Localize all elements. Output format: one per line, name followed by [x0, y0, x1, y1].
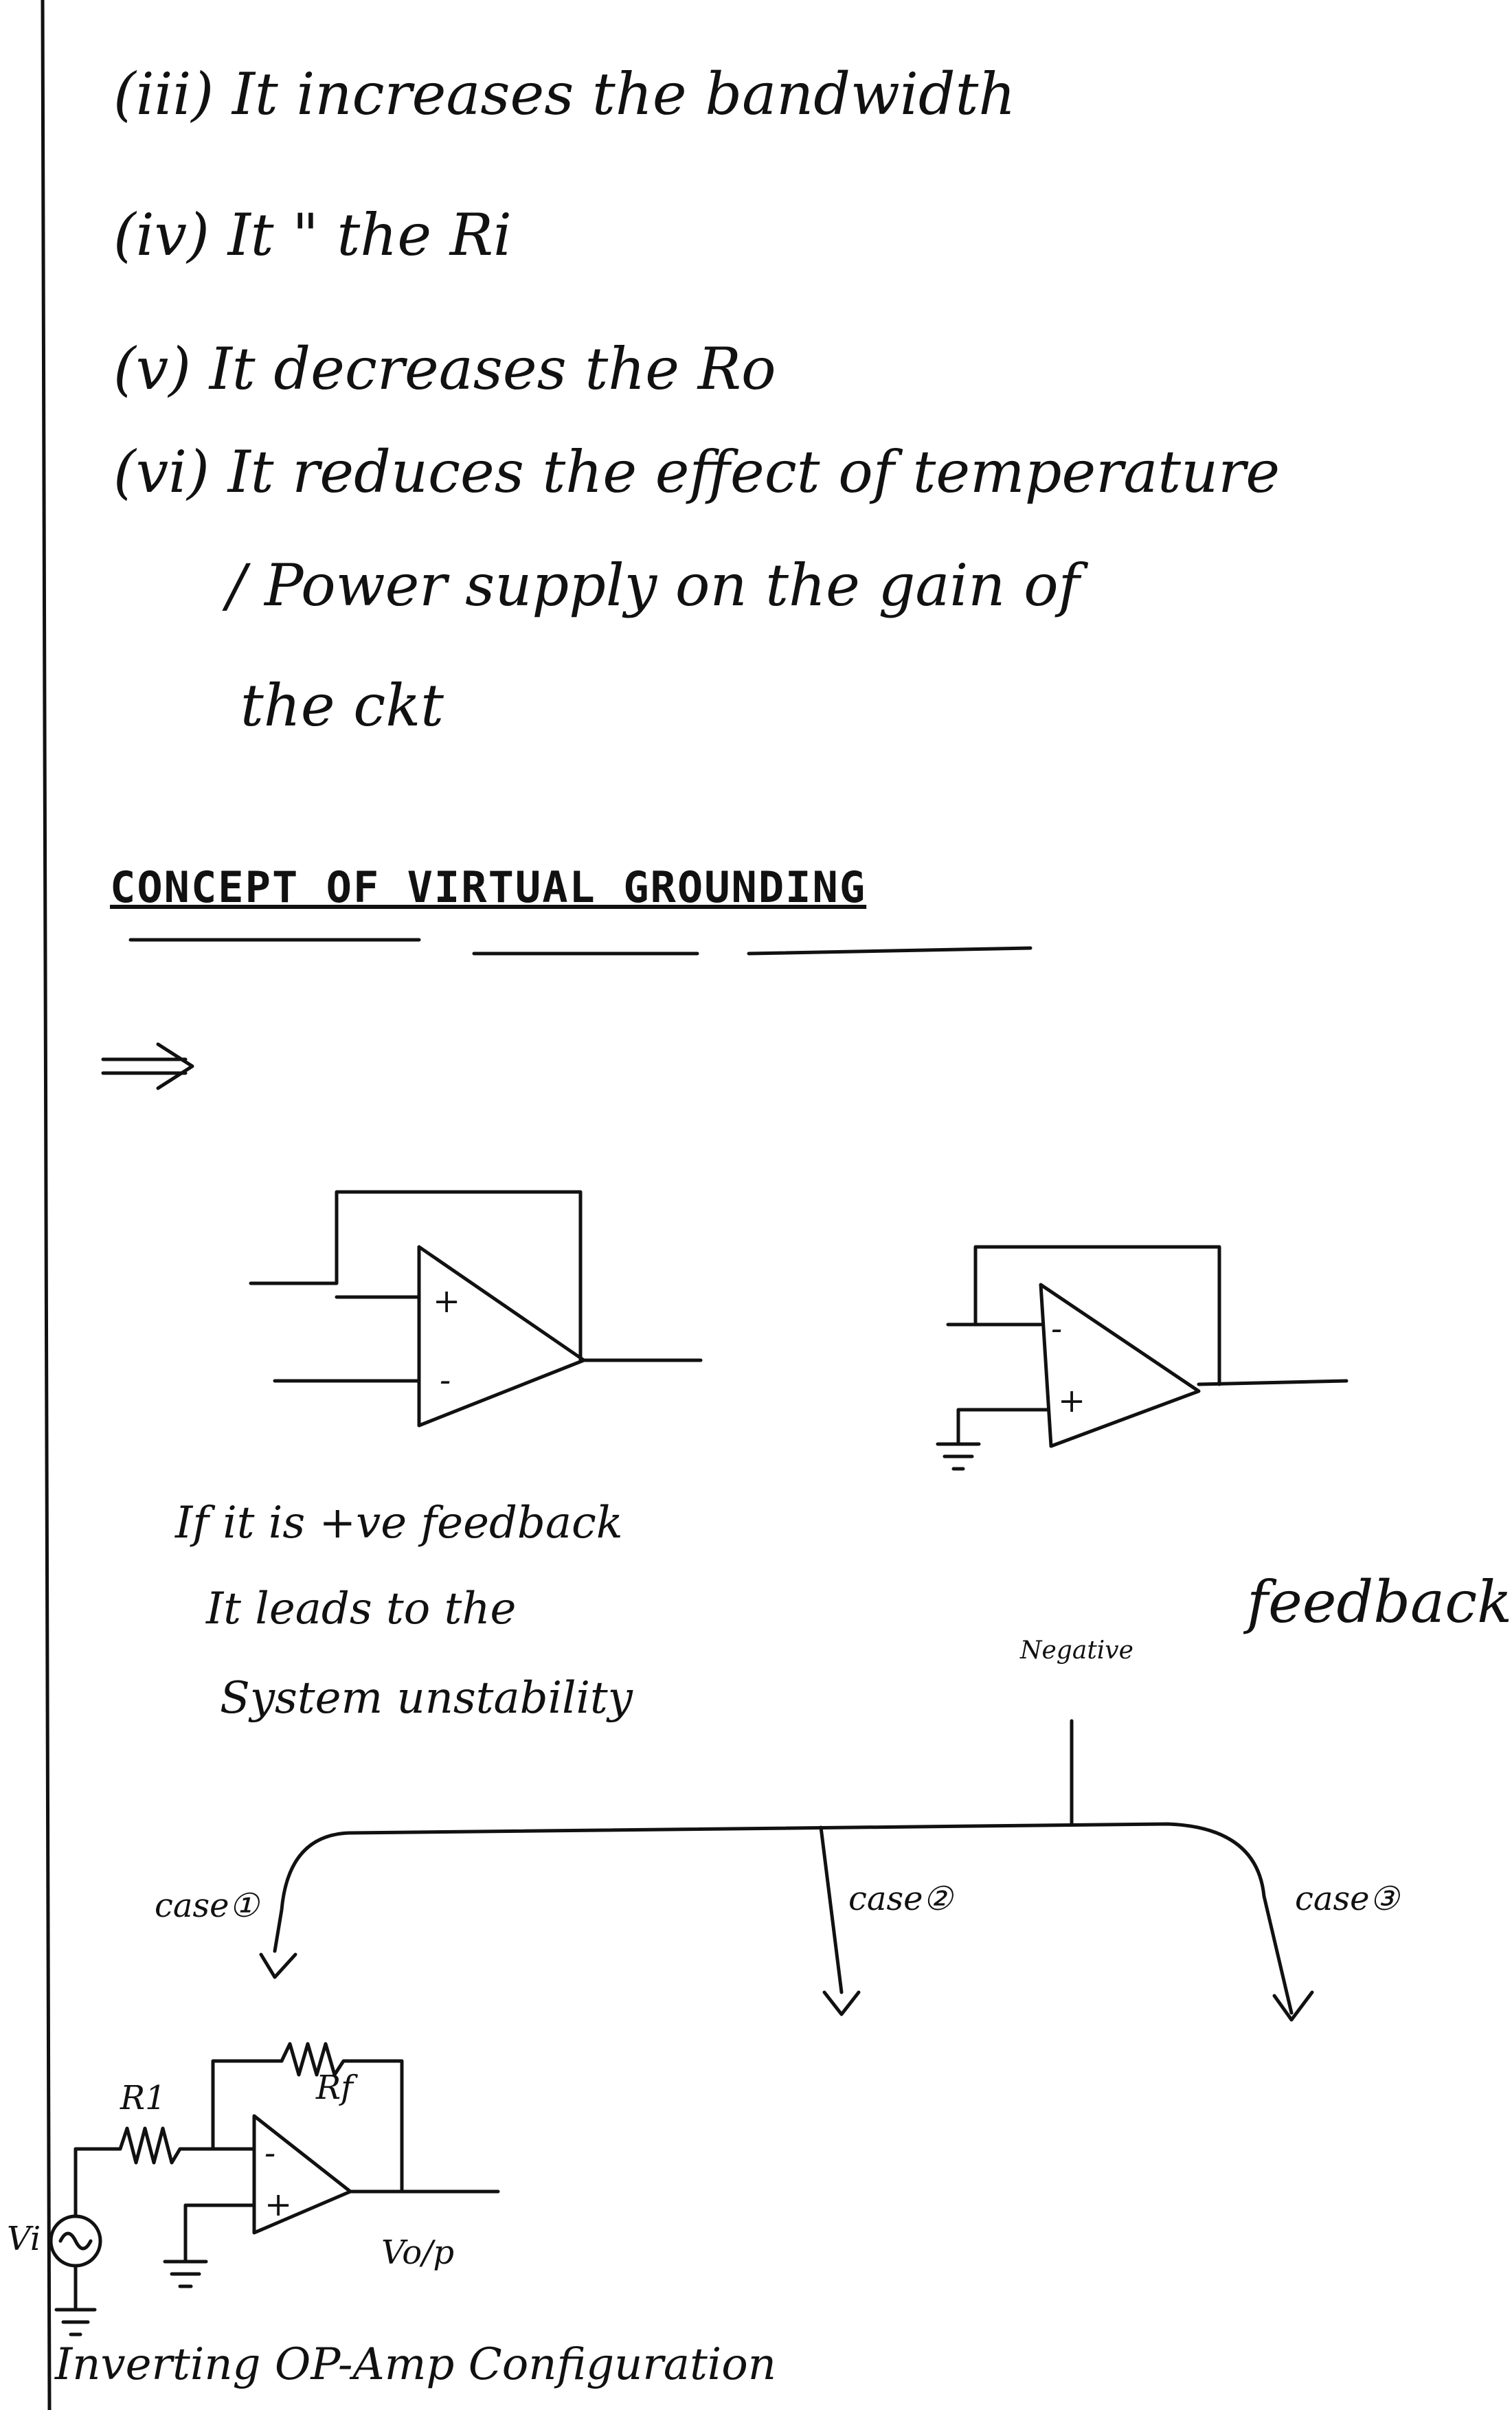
right-ground-symbol — [938, 1444, 979, 1469]
ac-source-wave — [60, 2233, 91, 2249]
case2-line — [821, 1827, 842, 1992]
note-line-2: (iv) It " the Ri — [113, 201, 512, 269]
tree-branch — [275, 1824, 1264, 1951]
implies-arrow — [103, 1044, 192, 1088]
note-line-1: (iii) It increases the bandwidth — [113, 60, 1016, 128]
right-plus-label: + — [1058, 1382, 1086, 1420]
note-line-4: (vi) It reduces the effect of temperature — [113, 438, 1280, 506]
implies-arrow-text: ⟹ — [203, 1038, 250, 1077]
inverting-minus-label: - — [264, 2134, 276, 2172]
r1-label: R1 — [120, 2079, 166, 2117]
case1-arrowhead — [261, 1955, 295, 1977]
r1-resistor — [76, 2128, 254, 2163]
rf-resistor — [282, 2044, 402, 2192]
case3-line — [1264, 1896, 1291, 2013]
source-ground-symbol — [56, 2310, 95, 2334]
inverting-caption: Inverting OP-Amp Configuration — [55, 2339, 776, 2390]
positive-note-line-3: System unstability — [220, 1673, 633, 1724]
left-plus-label: + — [433, 1282, 461, 1320]
section-heading: CONCEPT OF VIRTUAL GROUNDING — [110, 862, 867, 912]
vi-label: Vi — [7, 2220, 41, 2258]
rf-label: Rf — [316, 2069, 353, 2107]
feedback-label: feedback — [1247, 1568, 1512, 1636]
case-1-label: case① — [155, 1887, 259, 1925]
inverting-plus-wire — [185, 2205, 254, 2260]
case-3-label: case③ — [1295, 1880, 1399, 1918]
positive-note-line-1: If it is +ve feedback — [175, 1498, 623, 1549]
note-line-5: / Power supply on the gain of — [227, 552, 1080, 619]
vout-label: Vo/p — [381, 2233, 455, 2272]
right-minus-label: - — [1051, 1309, 1063, 1348]
inverting-ground-symbol — [165, 2262, 206, 2286]
left-feedback-wire — [251, 1192, 580, 1360]
right-opamp-triangle — [1041, 1285, 1199, 1446]
right-plus-wire — [958, 1410, 1048, 1444]
case2-arrowhead — [824, 1992, 859, 2014]
margin-line — [43, 0, 49, 2410]
negative-label: Negative — [1020, 1636, 1133, 1665]
note-line-3: (v) It decreases the Ro — [113, 335, 776, 403]
case-2-label: case② — [848, 1880, 953, 1918]
case3-arrowhead — [1274, 1992, 1312, 2020]
positive-note-line-2: It leads to the — [206, 1584, 517, 1634]
inverting-plus-label: + — [264, 2185, 293, 2224]
left-minus-label: - — [440, 1361, 451, 1399]
heading-underline-3 — [749, 948, 1030, 954]
note-line-6: the ckt — [240, 672, 444, 739]
